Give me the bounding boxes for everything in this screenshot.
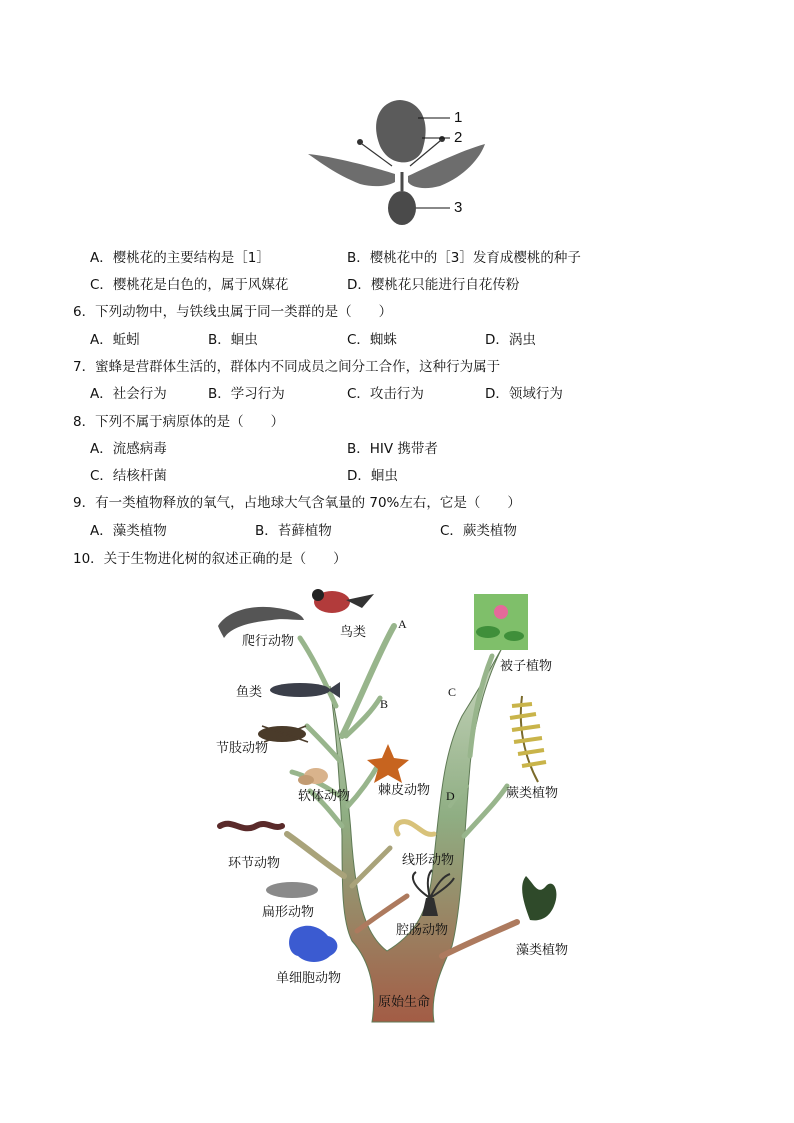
label-flatworm: 扁形动物	[262, 905, 315, 920]
tree-letter-c: C	[448, 685, 457, 699]
q6-stem: 6．下列动物中，与铁线虫属于同一类群的是（ ）	[73, 304, 393, 320]
flower-ovary	[388, 191, 416, 225]
protozoa-icon	[289, 926, 337, 962]
q8-stem: 8．下列不属于病原体的是（ ）	[73, 414, 285, 430]
label-annelid: 环节动物	[228, 856, 281, 871]
algae-icon	[522, 876, 556, 920]
flower-label-2: 2	[454, 129, 463, 146]
bird-icon	[312, 589, 374, 613]
label-echinoderm: 棘皮动物	[378, 783, 431, 798]
tree-branch-echinoderm	[348, 762, 380, 806]
tree-branch-nematode	[352, 848, 390, 886]
q6-option-b: B．蛔虫	[208, 332, 258, 348]
fern-icon	[510, 696, 546, 782]
q5-option-a: A．樱桃花的主要结构是［1］	[90, 250, 270, 266]
stamen-anther	[357, 139, 363, 145]
q8-option-d: D．蛔虫	[347, 468, 398, 484]
q7-option-b: B．学习行为	[208, 386, 285, 402]
label-fern: 蕨类植物	[506, 786, 559, 801]
flower-label-1: 1	[454, 109, 463, 126]
q5-option-d: D．樱桃花只能进行自花传粉	[347, 277, 520, 293]
q7-option-c: C．攻击行为	[347, 386, 424, 402]
q9-stem: 9．有一类植物释放的氧气，占地球大气含氧量的 70%左右，它是（ ）	[73, 495, 521, 511]
angiosperm-icon	[474, 594, 528, 650]
label-cnidarian: 腔肠动物	[396, 923, 449, 938]
label-mollusc: 软体动物	[298, 789, 351, 804]
label-root: 原始生命	[378, 995, 431, 1010]
label-algae: 藻类植物	[516, 943, 569, 958]
flower-petal-top	[376, 100, 426, 162]
q9-option-c: C．蕨类植物	[440, 523, 517, 539]
evolution-tree-figure	[212, 586, 592, 1026]
q8-option-a: A．流感病毒	[90, 441, 167, 457]
flatworm-icon	[266, 882, 318, 898]
cherry-flower-figure	[300, 96, 500, 236]
label-bird: 鸟类	[340, 625, 367, 640]
q6-option-d: D．涡虫	[485, 332, 536, 348]
q7-option-d: D．领域行为	[485, 386, 563, 402]
q8-option-b: B．HIV 携带者	[347, 441, 438, 457]
label-nematode: 线形动物	[402, 853, 455, 868]
label-fish: 鱼类	[236, 685, 263, 700]
q5-option-c: C．樱桃花是白色的，属于风媒花	[90, 277, 289, 293]
stamen-anther	[439, 136, 445, 142]
label-reptile: 爬行动物	[242, 634, 295, 649]
label-protozoa: 单细胞动物	[276, 971, 342, 986]
tree-branch-fern	[464, 786, 507, 836]
tree-branch-annelid	[287, 834, 344, 876]
tree-letter-b: B	[380, 697, 389, 711]
flower-label-3: 3	[454, 199, 463, 216]
tree-letter-a: A	[398, 617, 407, 631]
q9-option-a: A．藻类植物	[90, 523, 167, 539]
annelid-icon	[220, 824, 282, 829]
label-arthropod: 节肢动物	[216, 741, 269, 756]
mollusc-icon	[298, 768, 328, 785]
q9-option-b: B．苔藓植物	[255, 523, 332, 539]
q7-option-a: A．社会行为	[90, 386, 167, 402]
arthropod-icon	[258, 726, 308, 742]
q5-option-b: B．樱桃花中的［3］发育成樱桃的种子	[347, 250, 581, 266]
q7-stem: 7．蜜蜂是营群体生活的，群体内不同成员之间分工合作，这种行为属于	[73, 359, 501, 375]
label-angiosperm: 被子植物	[500, 659, 553, 674]
nematode-icon	[396, 822, 434, 835]
q6-option-a: A．蚯蚓	[90, 332, 140, 348]
q6-option-c: C．蜘蛛	[347, 332, 397, 348]
tree-letter-d: D	[446, 789, 455, 803]
tree-branch-bird	[342, 626, 394, 736]
q10-stem: 10．关于生物进化树的叙述正确的是（ ）	[73, 551, 347, 567]
q8-option-c: C．结核杆菌	[90, 468, 167, 484]
